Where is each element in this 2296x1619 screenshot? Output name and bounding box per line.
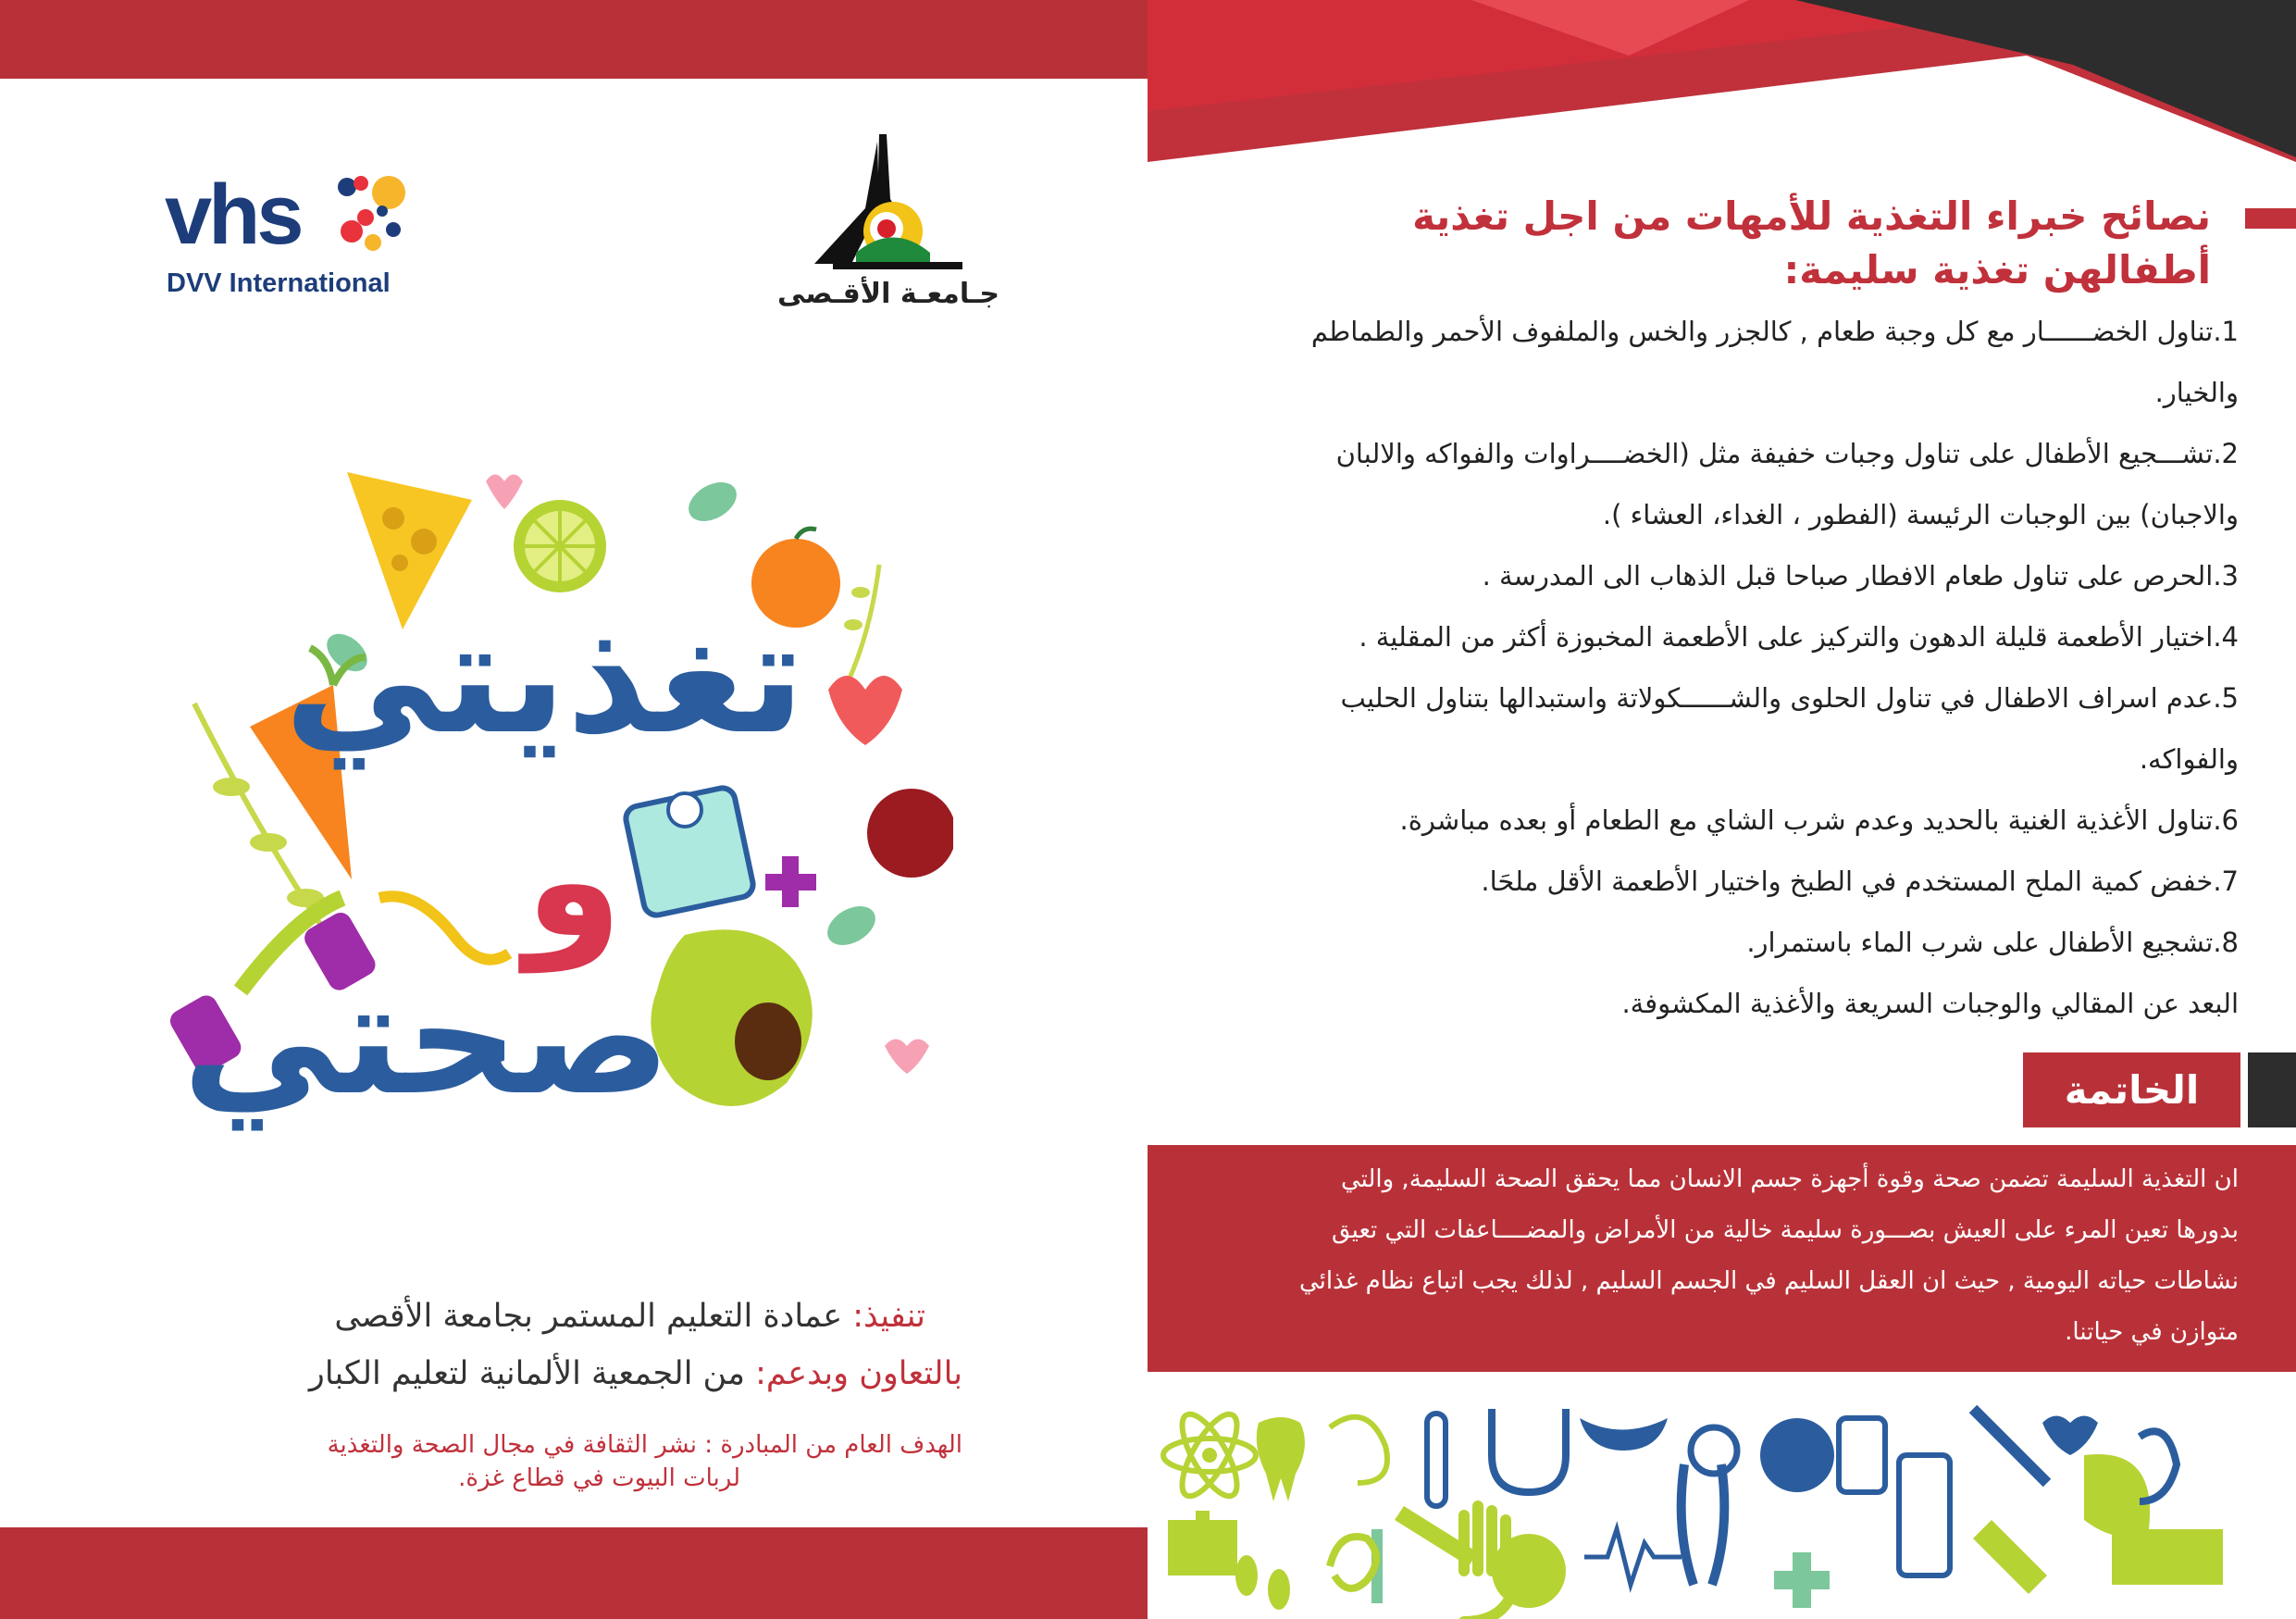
jump-rope-icon — [1330, 1417, 1387, 1483]
list-item: والفواكه. — [2139, 743, 2239, 775]
title-word-3: صحتي — [181, 947, 671, 1130]
list-item: البعد عن المقالي والوجبات السريعة والأغذية المكشوفة. — [1621, 988, 2239, 1019]
conclusion-title: الخاتمة — [2023, 1052, 2240, 1127]
university-name: جـامعـة الأقـصى — [777, 278, 999, 310]
thermometer-icon — [1427, 1414, 1446, 1506]
leaf-icon — [682, 474, 743, 529]
vhs-logo — [157, 167, 407, 305]
iv-bag-icon — [1899, 1455, 1950, 1575]
list-item: والخيار. — [2154, 377, 2239, 408]
needle-icon — [1973, 1409, 2047, 1483]
pulse-icon — [1584, 1529, 1682, 1585]
list-item: 3.الحرص على تناول طعام الافطار صباحا قبل الذهاب الى المدرسة . — [1482, 560, 2239, 592]
university-logo — [777, 134, 999, 319]
list-item: 6.تناول الأغذية الغنية بالحديد وعدم شرب الشاي مع الطعام أو بعده مباشرة. — [1399, 804, 2239, 836]
tips-list — [1148, 301, 2239, 1034]
heart-icon — [828, 676, 902, 745]
initiative-goal — [130, 1428, 962, 1495]
execution-value: عمادة التعليم المستمر بجامعة الأقصى — [334, 1298, 843, 1335]
tips-panel — [1148, 0, 2296, 1619]
execution-label: تنفيذ: — [852, 1298, 925, 1335]
execution-line — [93, 1298, 925, 1335]
apple-outline-icon — [1492, 1534, 1566, 1608]
heading-line: أطفالهن تغذية سليمة: — [1783, 247, 2211, 293]
cross-icon — [1774, 1552, 1830, 1608]
list-item: والاجبان) بين الوجبات الرئيسة (الفطور ، الغداء، العشاء ). — [1602, 499, 2239, 530]
medicine-bottle-icon — [1168, 1511, 1237, 1575]
conclusion-line: نشاطات حياته اليومية , حيث ان العقل السليم في الجسم السليم , لذلك يجب اتباع نظام غذائي — [1298, 1267, 2239, 1295]
list-item: 7.خفض كمية الملح المستخدم في الطبخ واختيار الأطعمة الأقل ملحَا. — [1481, 866, 2239, 897]
lungs-icon — [1682, 1464, 1725, 1585]
list-item: 1.تناول الخضــــــار مع كل وجبة طعام , كالجزر والخس والملفوف الأحمر والطماطم — [1310, 316, 2239, 347]
header-ribbon — [1148, 0, 2296, 162]
list-item: 8.تشجيع الأطفال على شرب الماء باستمرار. — [1746, 927, 2239, 958]
bandage-icon — [1973, 1520, 2047, 1594]
conclusion-text — [1193, 1154, 2239, 1358]
bottom-band — [0, 1527, 1148, 1619]
support-label: بالتعاون وبدعم: — [755, 1355, 962, 1392]
conclusion-line: متوازن في حياتنا. — [2065, 1318, 2239, 1346]
apple-icon — [867, 789, 953, 878]
conclusion-line: ان التغذية السليمة تضمن صحة وقوة أجهزة جسم الانسان مما يحقق الصحة السليمة, والتي — [1340, 1165, 2239, 1193]
title-word-2: و — [525, 790, 623, 973]
list-item: 2.تشـــجيع الأطفال على تناول وجبات خفيفة مثل (الخضــــراوات والفواكه والالبان — [1335, 438, 2239, 469]
list-item: 4.اختيار الأطعمة قليلة الدهون والتركيز على الأطعمة المخبوزة أكثر من المقلية . — [1359, 621, 2239, 653]
title-word-1: تغذيتي — [283, 586, 805, 769]
tooth-icon — [1257, 1417, 1305, 1501]
medical-icons-strip — [1159, 1400, 2296, 1619]
cover-illustration — [167, 454, 953, 1185]
vhs-logo-text: vhs — [165, 168, 301, 262]
jar-icon — [1839, 1418, 1885, 1492]
conclusion-line: بدورها تعين المرء على العيش بصـــورة سليمة خالية من الأمراض والمضــــاعفات التي تعيق — [1331, 1216, 2239, 1244]
heart-plus-icon — [2042, 1416, 2098, 1456]
heart-small-icon — [486, 475, 523, 510]
stethoscope-icon — [1492, 1409, 1566, 1492]
university-emblem-icon — [777, 134, 999, 273]
support-value: من الجمعية الألمانية لتعليم الكبار — [308, 1355, 745, 1392]
ball-icon — [1760, 1418, 1834, 1492]
goal-line: الهدف العام من المبادرة : نشر الثقافة في مجال الصحة والتغذية — [327, 1431, 962, 1459]
support-line — [130, 1355, 962, 1392]
goal-line: لربات البيوت في قطاع غزة. — [458, 1464, 740, 1492]
vhs-subtitle: DVV International — [167, 268, 391, 298]
top-band — [0, 0, 1148, 79]
conclusion-accent — [2248, 1052, 2296, 1127]
list-item: 5.عدم اسراف الاطفال في تناول الحلوى والشــــــكولاتة واستبدالها بتناول الحليب — [1340, 682, 2239, 714]
vhs-dots-icon — [310, 167, 412, 259]
ear-icon — [1330, 1537, 1376, 1588]
ambulance-icon — [2112, 1529, 2223, 1585]
gender-icon — [1691, 1427, 1737, 1474]
heading-accent-bar — [2245, 208, 2296, 229]
heading-line: نصائح خبراء التغذية للأمهات من اجل تغذية — [1412, 193, 2211, 239]
tips-heading — [1239, 190, 2211, 297]
footprint-icon — [1235, 1555, 1290, 1610]
stomach-icon — [2084, 1454, 2150, 1537]
food-illustration — [167, 454, 953, 1185]
lips-icon — [1580, 1418, 1668, 1451]
herb-icon — [842, 565, 879, 694]
